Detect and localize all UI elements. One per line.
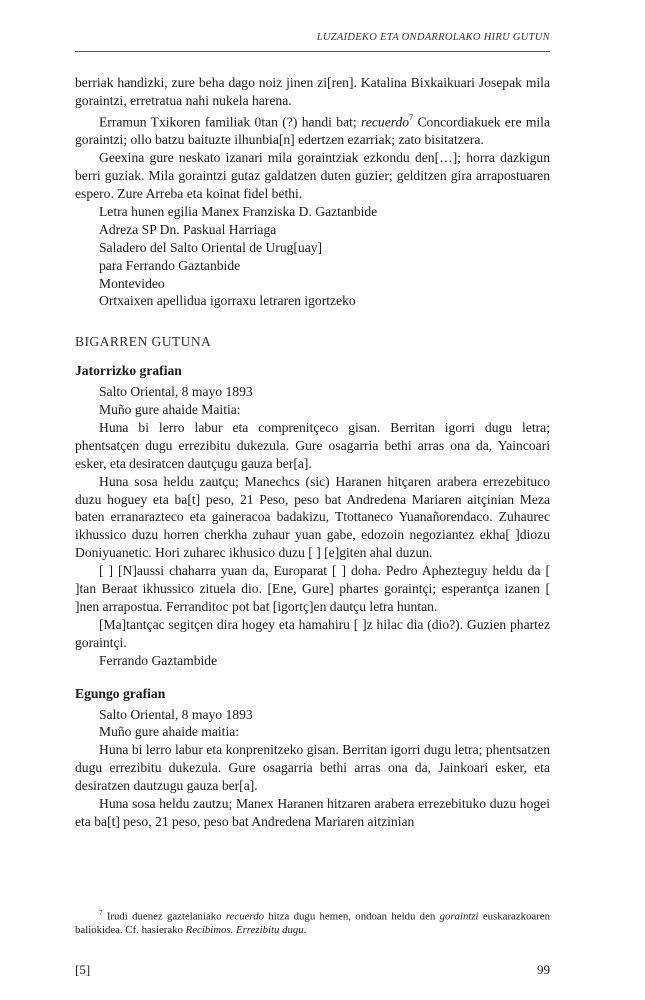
intro-paragraph-2	[75, 110, 550, 149]
intro-paragraph-3: Geexina gure neskato izanari mila goraintziak ezkondu den[…]; horra dazkigun berri guziak. Mila goraintzi gutaz galdatzen duten guzier; gelditzen gira arrapostuaren espero. Zure Arreba eta koinat fidel bethi.	[75, 150, 550, 201]
footnote-term: Recibimos. Errezibitu dugu	[185, 924, 304, 937]
page-marker: [5]	[75, 962, 91, 977]
address-line: Ortxaixen apellidua igorraxu letraren igortzeko	[99, 293, 356, 309]
letter-salutation: Muño gure ahaide maitia:	[99, 724, 240, 740]
header-rule	[75, 51, 550, 52]
footnote-term: goraintzi	[439, 910, 479, 923]
original-paragraph: [Ma]tantçac segitçen dira hogey eta hamahiru [ ]z hilac dia (dio?). Guzien phartez goraintçi.	[75, 616, 550, 650]
letter-date: Salto Oriental, 8 mayo 1893	[99, 706, 253, 722]
intro-paragraph-2-text-a: Erramun Txikoren familiak 0tan (?) handi bat;	[99, 114, 362, 130]
footnote-text: hitza dugu hemen, ondoan heldu den	[264, 910, 440, 923]
footnote	[75, 907, 550, 938]
intro-paragraph-1: berriak handizki, zure beha dago noiz jinen zi[ren]. Katalina Bixkaikuari Josepak mila goraintzi, erretratua nahi nukela harena.	[75, 75, 550, 108]
original-paragraph: [ ] [N]aussi chaharra yuan da, Europarat [ ] doha. Pedro Aphezteguy heldu da [ ]tan Beraat ikhussico zituela dio. [Ene, Gure] phartes goraintçi; esperantça izanen [ ]nen arrapostua. Ferranditoc pot bat [igortç]en dautçu letra huntan.	[75, 563, 550, 614]
letter-date: Salto Oriental, 8 mayo 1893	[99, 384, 253, 400]
footnote-number: 7	[99, 909, 103, 917]
footnote-text: .	[303, 924, 307, 937]
footnote-text: euskarazkoaren baliokidea. Cf. hasierako	[75, 910, 551, 937]
address-line: Letra hunen egilia Manex Franziska D. Gaztanbide	[99, 203, 378, 219]
intro-paragraph-2-text-b: Concordiakuek ere mila goraintzi; ollo batzu baituzte ilhunbia[n] edertzen ezarriak; zato bisitatzera.	[75, 114, 550, 148]
address-line: Adreza SP Dn. Paskual Harriaga	[99, 221, 277, 237]
original-paragraph: Huna bi lerro labur eta comprenitçeco gisan. Berritan igorri dugu letra; phentsatçen dugu errezibitu dukezula. Gure osagarria bethi arras ona da, Yaincoari esker, eta desiratcen dautçugu gauza ber[a].	[75, 419, 550, 471]
footnote-term: recuerdo	[225, 910, 265, 923]
address-line: Saladero del Salto Oriental de Urug[uay]	[99, 239, 323, 255]
modern-paragraph: Huna sosa heldu zautzu; Manex Haranen hitzaren arabera errezebituko duzu hogei eta ba[t] peso, 21 peso, peso bat Andredena Mariaren aitzinian	[75, 796, 550, 829]
spacer	[75, 670, 550, 685]
subheading-original: Jatorrizko grafian	[75, 363, 182, 379]
footnote-text: Irudi duenez gaztelaniako	[106, 910, 226, 923]
page-number: 99	[537, 962, 550, 977]
letter-signature: Ferrando Gaztambide	[99, 652, 218, 668]
footnote-ref-7[interactable]: 7	[409, 112, 414, 122]
section-title: BIGARREN GUTUNA	[75, 334, 212, 350]
letter-salutation: Muño gure ahaide Maitia:	[99, 402, 241, 418]
subheading-modern: Egungo grafian	[75, 685, 166, 701]
main-text	[75, 74, 550, 831]
running-head: LUZAIDEKO ETA ONDARROLAKO HIRU GUTUN	[316, 32, 550, 43]
recuerdo-term: recuerdo	[361, 114, 410, 130]
original-paragraph: Huna sosa heldu zautçu; Manechcs (sic) Haranen hitçaren arabera errezebituco duzu hoguey eta ba[t] peso, 21 Peso, peso bat Andredena Mariaren aitçinian Meza baten erranarazteco eta gaineracoa badakizu, Ttottaneco Yuanañorendaco. Zuhaurec ikhussico duzu horren cherkha zuhaur yuan gabe, edozoin negoziantez ekha[ ]diozu Doniyuanetic. Hori zuharec ikhusico duzu [ ] [e]giten ahal duzun.	[75, 473, 550, 561]
modern-paragraph: Huna bi lerro labur eta konprenitzeko gisan. Berritan igorri dugu letra; phentsatzen dugu errezibitu dukezula. Gure osagarria bethi arras ona da, Jainkoari esker, eta desiratzen dautzugu gauza ber[a].	[75, 742, 550, 794]
address-line: para Ferrando Gaztanbide	[99, 257, 241, 273]
address-line: Montevideo	[99, 275, 165, 291]
